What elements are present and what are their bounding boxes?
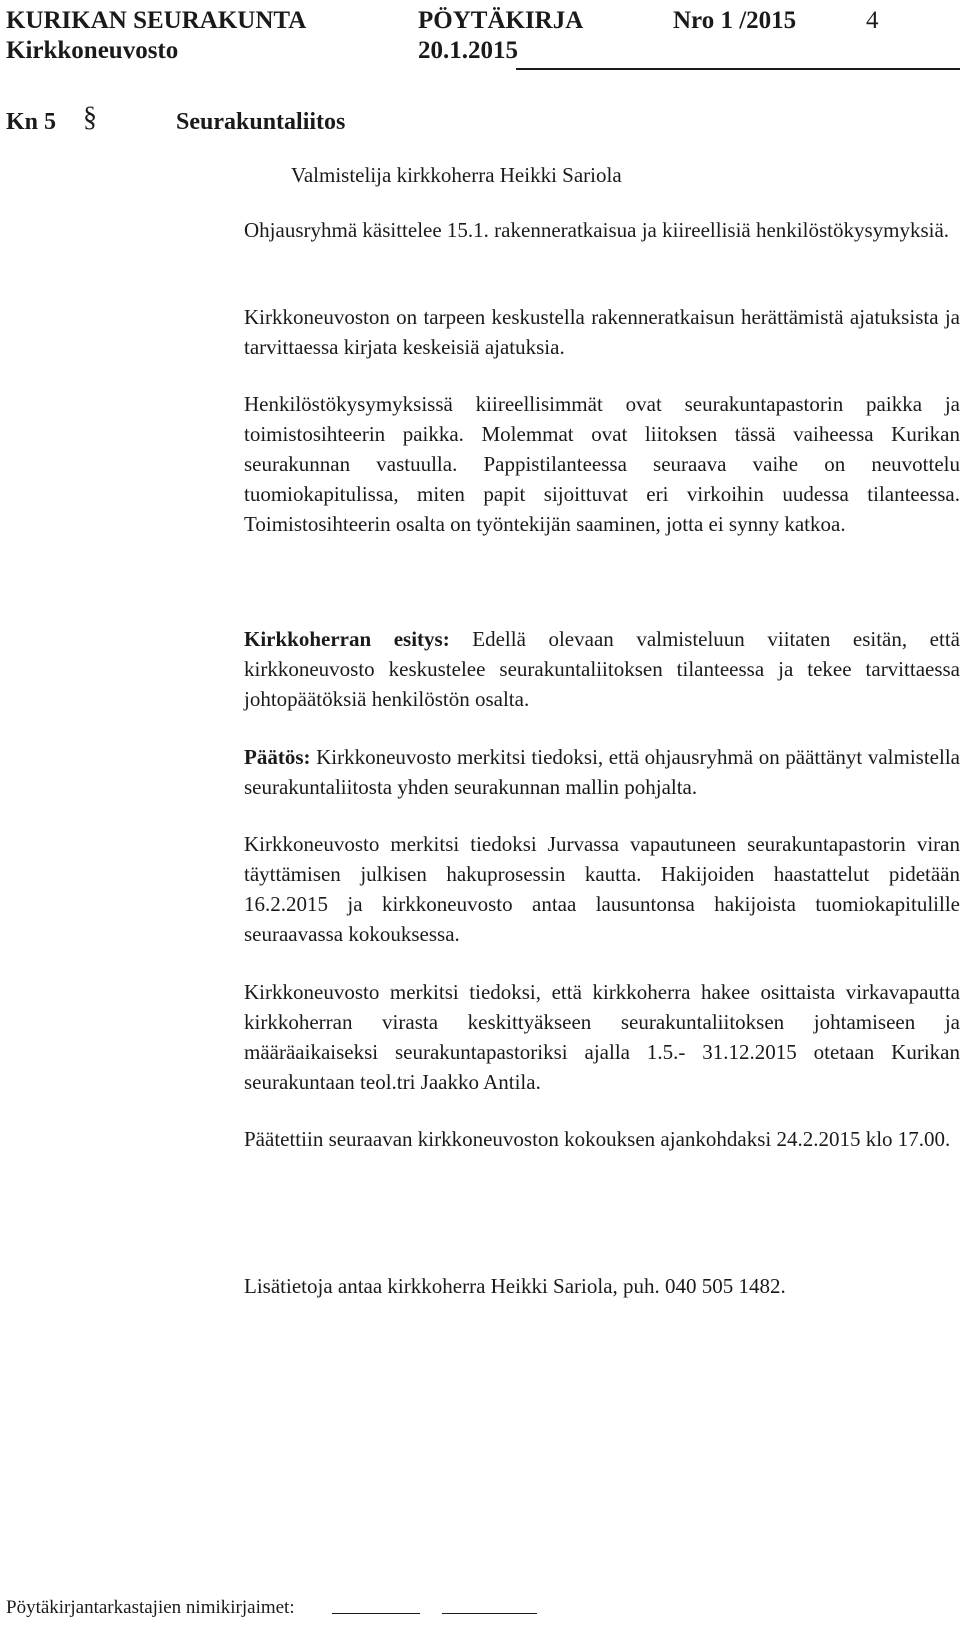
signature-label: Pöytäkirjantarkastajien nimikirjaimet:: [6, 1597, 295, 1618]
paragraph-council-discussion: Kirkkoneuvoston on tarpeen keskustella rakenneratkaisun herättämistä ajatuksista ja tarvittaessa kirjata keskeisiä ajatuksia.: [244, 305, 960, 359]
paragraph-pastor-vacancy: Kirkkoneuvosto merkitsi tiedoksi Jurvassa vapautuneen seurakuntapastorin viran täyttämisen julkisen hakuprosessin kautta. Hakijoiden haastattelut pidetään 16.2.2015 ja kirkkoneuvosto antaa lausuntonsa hakijoista tuomiokapitulille seuraavassa kokouksessa.: [244, 832, 960, 946]
signature-line-2: [442, 1613, 537, 1614]
paragraph-steering-group: Ohjausryhmä käsittelee 15.1. rakenneratkaisua ja kiireellisiä henkilöstökysymyksiä.: [244, 218, 950, 242]
decision-text: Kirkkoneuvosto merkitsi tiedoksi, että ohjausryhmä on päättänyt valmistella seurakuntaliitosta yhden seurakunnan mallin pohjalta.: [244, 745, 960, 799]
meeting-date: 20.1.2015: [418, 37, 518, 64]
section-number: Kn 5: [6, 109, 57, 135]
page-number: 4: [866, 7, 879, 34]
proposal-label: Kirkkoherran esitys:: [244, 627, 450, 651]
document-type: PÖYTÄKIRJA: [418, 7, 584, 34]
proposal-text: Edellä olevaan valmisteluun viitaten esitän, että kirkkoneuvosto keskustelee seurakuntaliitoksen tilanteessa ja tekee tarvittaessa johtopäätöksiä henkilöstön osalta.: [244, 627, 960, 711]
organization-name: KURIKAN SEURAKUNTA: [6, 7, 307, 34]
paragraph-personnel: Henkilöstökysymyksissä kiireellisimmät ovat seurakuntapastorin paikka ja toimistosihteerin paikka. Molemmat ovat liitoksen tässä vaiheessa Kurikan seurakunnan vastuulla. Pappistilanteessa seuraava vaihe on neuvottelu tuomiokapitulissa, miten papit sijoittuvat eri virkoihin uudessa tilanteessa. Toimistosihteerin osalta on työntekijän saaminen, jotta ei synny katkoa.: [244, 392, 960, 536]
paragraph-next-meeting: Päätettiin seuraavan kirkkoneuvoston kokouksen ajankohdaksi 24.2.2015 klo 17.00.: [244, 1127, 951, 1151]
preparer-line: Valmistelija kirkkoherra Heikki Sariola: [291, 163, 622, 187]
document-number: Nro 1 /2015: [673, 7, 797, 34]
section-sign: §: [83, 102, 97, 133]
header-rule: [516, 68, 960, 70]
decision-label: Päätös:: [244, 745, 311, 769]
meeting-body: Kirkkoneuvosto: [6, 37, 179, 64]
signature-line-1: [332, 1613, 420, 1614]
decision-paragraph: [244, 742, 960, 802]
contact-line: Lisätietoja antaa kirkkoherra Heikki Sariola, puh. 040 505 1482.: [244, 1274, 786, 1298]
section-title: Seurakuntaliitos: [176, 109, 346, 135]
proposal-paragraph: [244, 624, 960, 714]
paragraph-leave-of-absence: Kirkkoneuvosto merkitsi tiedoksi, että kirkkoherra hakee osittaista virkavapautta kirkkoherran virasta keskittyäkseen seurakuntaliitoksen johtamiseen ja määräaikaiseksi seurakuntapastoriksi ajalla 1.5.- 31.12.2015 otetaan Kurikan seurakuntaan teol.tri Jaakko Antila.: [244, 980, 960, 1094]
